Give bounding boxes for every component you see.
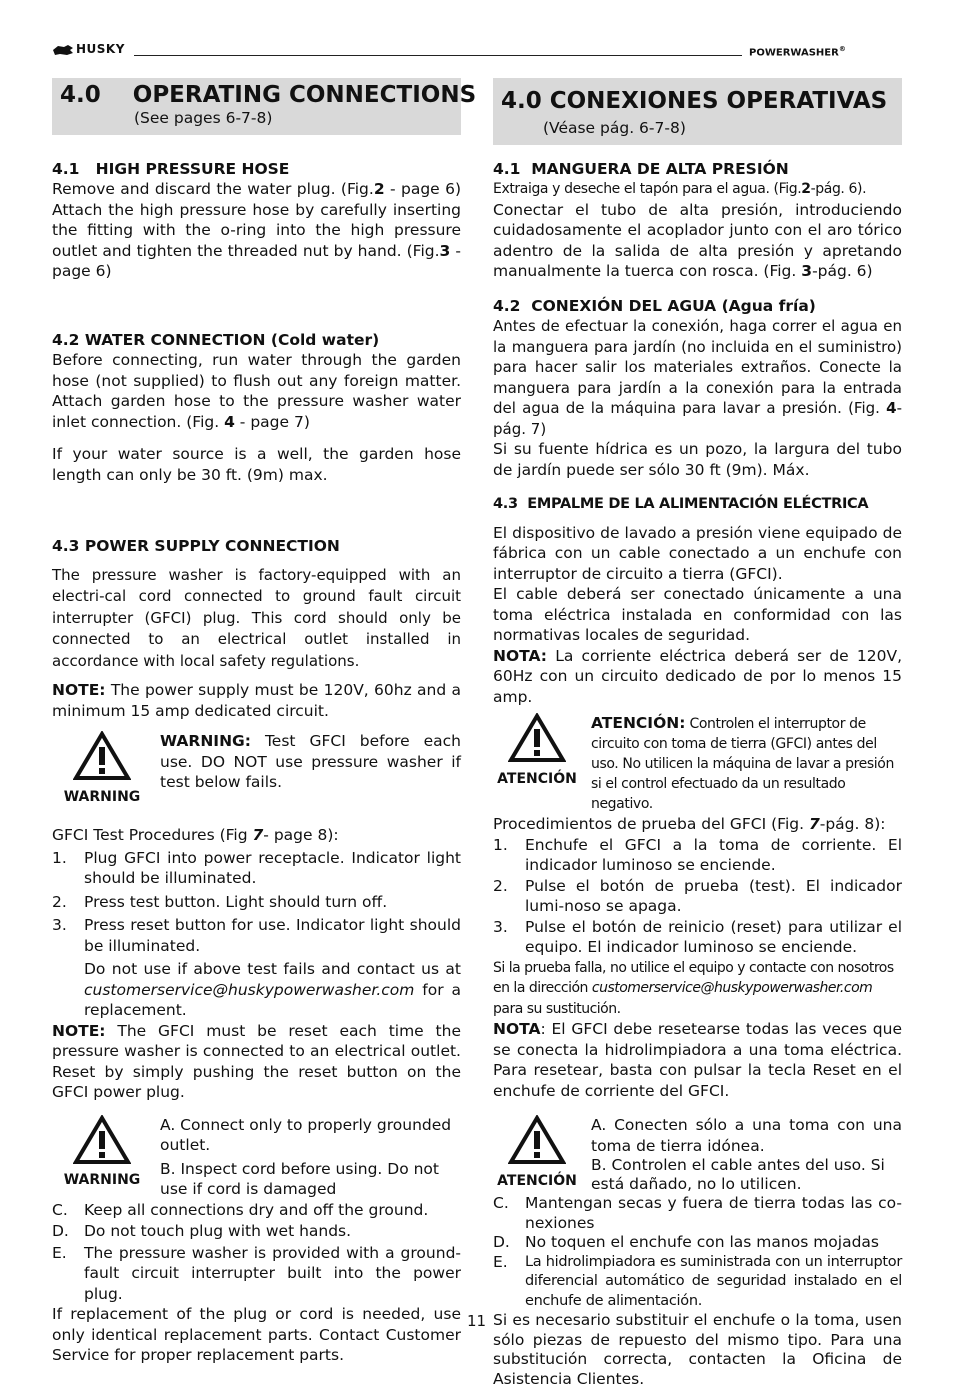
section-heading: 4.3 POWER SUPPLY CONNECTION <box>52 537 340 555</box>
warning-text: A. Connect only to properly grounded outlet. B. Inspect cord before using. Do not use if cord is damaged <box>160 1115 452 1198</box>
note: NOTE: The GFCI must be reset each time the pressure washer is connected to an electrical outlet. Reset by simply pushing the reset button on the GFCI power plug. <box>52 1021 461 1101</box>
brand-name: HUSKY <box>76 42 125 56</box>
list-item: Do not use if above test fails and contact us at customerservice@huskypowerwasher.com for a replacement. <box>84 960 461 1019</box>
warning-text: A. Conecten sólo a una toma con una toma de tierra idónea. B. Controlen el cable antes del uso. Si está dañado, no lo utilicen. <box>591 1116 902 1193</box>
warning-block <box>52 731 461 811</box>
section-heading: 4.2 WATER CONNECTION (Cold water) <box>52 330 380 349</box>
warning-block <box>493 1115 902 1194</box>
warning-icon <box>52 731 152 807</box>
list-item: C. Mantengan secas y fuera de tierra todas las co-nexiones <box>493 1194 902 1232</box>
warning-text: ATENCIÓN: Controlen el interruptor de circuito con toma de tierra (GFCI) antes del uso. No utilicen la máquina de lavar a presión si el control efectuado da un resultado negativo. <box>591 714 894 812</box>
list-item: 2. Press test button. Light should turn off. <box>52 892 388 911</box>
section-title-box <box>493 78 902 145</box>
paragraph: Extraiga y deseche el tapón para el agua. (Fig.2-pág. 6). <box>493 181 867 197</box>
paragraph: Si es necesario substituir el enchufe o la toma, usen sólo piezas de repuesto del mismo tipo. Para una substitución correcta, contacten la Oficina de Asistencia Clientes. <box>493 1311 902 1388</box>
section-heading: 4.1 HIGH PRESSURE HOSE <box>52 159 290 178</box>
email-link[interactable]: customerservice@huskypowerwasher.com <box>84 980 415 999</box>
page-subtitle: (Véase pág. 6-7-8) <box>543 119 686 137</box>
paragraph: Procedimientos de prueba del GFCI (Fig. 7-pág. 8): <box>493 815 886 833</box>
page-title: 4.0 OPERATING CONNECTIONS <box>60 82 477 108</box>
section-heading: 4.1 MANGUERA DE ALTA PRESIÓN <box>493 159 789 178</box>
list-item: C. Keep all connections dry and off the ground. <box>52 1200 429 1219</box>
page-number: 11 <box>467 1312 487 1330</box>
email-link[interactable]: customerservice@huskypowerwasher.com <box>591 980 873 996</box>
gfci-steps-list <box>493 835 902 958</box>
warning-icon <box>52 1115 152 1191</box>
paragraph: El cable deberá ser conectado únicamente a una toma eléctrica instalada en conformidad con las normativas locales de seguridad. <box>493 585 902 644</box>
husky-logo <box>52 42 125 56</box>
safety-list <box>493 1194 902 1311</box>
warning-label: WARNING <box>63 1172 141 1188</box>
section-heading: 4.2 CONEXIÓN DEL AGUA (Agua fría) <box>493 296 816 315</box>
paragraph: Before connecting, run water through the garden hose (not supplied) to flush out any foreign matter. Attach garden hose to the pressure washer water inlet connection. (Fig. 4 - page 7) <box>52 351 461 431</box>
paragraph: The pressure washer is factory-equipped with an electri-cal cord connected to ground fault circuit interrupter (GFCI) plug. This cord should only be connected to an electrical outlet installed in accordance with local safety regulations. <box>52 565 461 670</box>
paragraph: If your water source is a well, the garden hose length can only be 30 ft. (9m) max. <box>52 445 461 484</box>
safety-list <box>52 1200 461 1305</box>
warning-block <box>493 713 902 814</box>
warning-label: ATENCIÓN <box>497 770 577 787</box>
gfci-steps-list <box>52 848 461 1021</box>
note: NOTE: The power supply must be 120V, 60hz and a minimum 15 amp dedicated circuit. <box>52 681 461 720</box>
warning-icon <box>493 1115 581 1191</box>
list-item: 3. Press reset button for use. Indicator light should be illuminated. <box>52 916 461 955</box>
page-title: 4.0 CONEXIONES OPERATIVAS <box>501 88 888 114</box>
paragraph: Antes de efectuar la conexión, haga correr el agua en la manguera para jardín (no incluida en el suministro) para hacer salir los materiales extraños. Conecte la manguera para jardín a la conexión para la entrada del agua de la máquina para lavar a presión. (Fig. 4-pág. 7) <box>493 317 902 438</box>
paragraph: Remove and discard the water plug. (Fig.2 - page 6) Attach the high pressure hose by carefully inserting the fitting with the o-ring into the high pressure outlet and tighten the threaded nut by hand. (Fig.3 - page 6) <box>52 180 462 280</box>
warning-block <box>52 1115 461 1200</box>
list-item: 3. Pulse el botón de reinicio (reset) para utilizar el equipo. El indicador luminoso se enciende. <box>493 917 902 956</box>
note: NOTA: El GFCI debe resetearse todas las veces que se conecta la hidrolimpiadora a una toma eléctrica. Para resetear, basta con pulsar la tecla Reset en el enchufe de corriente del GFCI. <box>493 1020 902 1100</box>
list-item: D. Do not touch plug with wet hands. <box>52 1222 352 1240</box>
page-subtitle: (See pages 6-7-8) <box>134 109 273 127</box>
paragraph: Si su fuente hídrica es un pozo, la largura del tubo de jardín puede ser sólo 30 ft (9m). Máx. <box>493 440 902 479</box>
warning-label: ATENCIÓN <box>497 1172 577 1189</box>
list-item: 2. Pulse el botón de prueba (test). El indicador lumi-noso se apaga. <box>493 876 902 915</box>
list-item: E. The pressure washer is provided with a ground-fault circuit interrupter built into the power plug. <box>52 1243 461 1303</box>
list-item: D. No toquen el enchufe con las manos mojadas <box>493 1233 880 1251</box>
list-item: 1. Enchufe el GFCI a la toma de corriente. El indicador luminoso se enciende. <box>493 835 902 874</box>
spanish-column <box>493 78 902 1389</box>
warning-text: WARNING: Test GFCI before each use. DO NOT use pressure washer if test below fails. <box>160 732 461 791</box>
warning-icon <box>493 713 581 789</box>
note: NOTA: La corriente eléctrica deberá ser de 120V, 60Hz con un circuito dedicado de por lo menos 15 amp. <box>493 646 902 706</box>
list-item: 1. Plug GFCI into power receptacle. Indicator light should be illuminated. <box>52 848 461 887</box>
paragraph: Conectar el tubo de alta presión, introduciendo cuidadosamente el acoplador junto con el aro tórico adentro de la salida de alta presión y apretando manualmente la tuerca con rosca. (Fig. 3-pág. 6) <box>493 200 902 280</box>
section-title-box <box>52 78 477 135</box>
paragraph: El dispositivo de lavado a presión viene equipado de fábrica con un cable conectado a un enchufe con interruptor de circuito a tierra (GFCI). <box>493 523 902 583</box>
dog-icon <box>52 44 74 56</box>
paragraph: If replacement of the plug or cord is needed, use only identical replacement parts. Contact Customer Service for proper replacement parts. <box>52 1305 461 1364</box>
header-rule <box>134 55 742 56</box>
product-name: POWERWASHER® <box>749 45 846 59</box>
warning-label: WARNING <box>63 788 141 805</box>
paragraph: Si la prueba falla, no utilice el equipo y contacte con nosotros en la dirección customerservice@huskypowerwasher.com para su sustitución. <box>493 959 894 1017</box>
paragraph: GFCI Test Procedures (Fig 7- page 8): <box>52 826 339 844</box>
list-item: E. La hidrolimpiadora es suministrada con un interruptor diferencial automático de seguridad instalado en el enchufe de alimentación. <box>493 1252 902 1309</box>
section-heading: 4.3 EMPALME DE LA ALIMENTACIÓN ELÉCTRICA <box>493 496 869 512</box>
